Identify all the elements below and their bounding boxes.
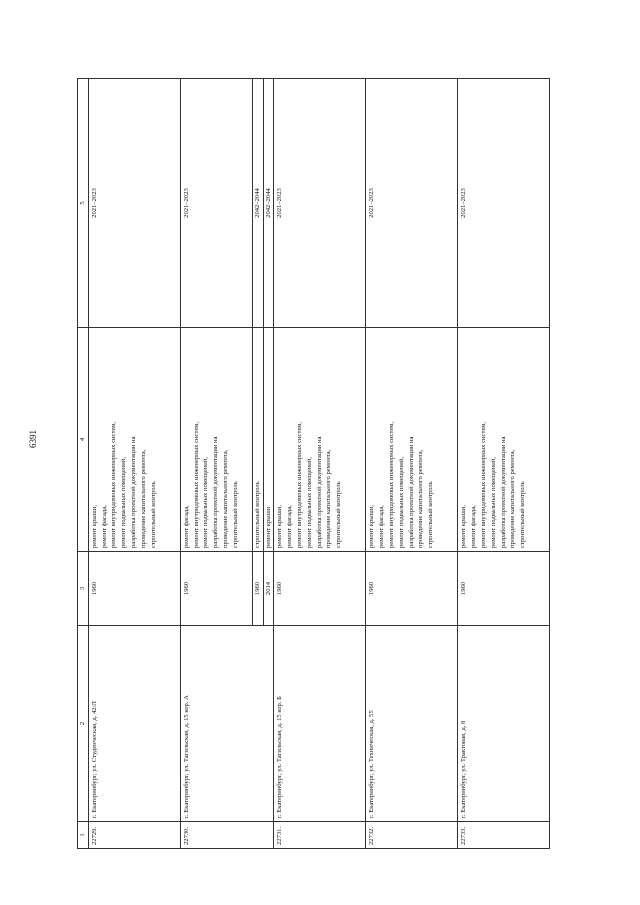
- period-cell: 2021–2023: [180, 79, 252, 328]
- work-item: ремонт подвальных помещений,: [202, 457, 210, 548]
- work-item: проведение капитального ремонта,: [417, 449, 425, 548]
- address-cell: г. Екатеринбург, ул. Трактовая, д. 8: [458, 626, 550, 822]
- column-number-row: [78, 79, 89, 849]
- work-item: строительный контроль: [427, 481, 435, 548]
- period-cell: 2021–2023: [88, 79, 180, 328]
- row-number: 22730.: [180, 822, 274, 849]
- year-cell: 1960: [458, 552, 550, 626]
- works-cell: [88, 328, 180, 552]
- period-cell: 2042–2044: [252, 79, 263, 328]
- work-item: проведение капитального ремонта,: [325, 449, 333, 548]
- year-cell: 1960: [366, 552, 458, 626]
- column-header: 3: [78, 552, 89, 626]
- address-cell: г. Екатеринбург, ул. Техническая, д. 55: [366, 626, 458, 822]
- work-item: проведение капитального ремонта,: [509, 449, 517, 548]
- table-row: [274, 79, 366, 849]
- work-item: ремонт фасада,: [378, 505, 386, 548]
- table-row: [458, 79, 550, 849]
- work-item: ремонт крыши,: [276, 505, 284, 548]
- row-number: 22732.: [366, 822, 458, 849]
- table-row: [88, 79, 180, 849]
- work-item: ремонт подвальных помещений,: [305, 457, 313, 548]
- work-item: проведение капитального ремонта,: [221, 449, 229, 548]
- rotated-document: [77, 79, 567, 849]
- work-item: ремонт внутридомовых инженерных систем,: [110, 421, 118, 548]
- work-item: ремонт крыши,: [460, 505, 468, 548]
- work-item: разработка проектной документации на: [212, 436, 220, 548]
- table-row: [366, 79, 458, 849]
- address-cell: г. Екатеринбург, ул. Тагильская, д. 15 кор. А: [180, 626, 274, 822]
- work-item: ремонт подвальных помещений,: [397, 457, 405, 548]
- works-cell: [180, 328, 252, 552]
- year-cell: 1960: [252, 552, 263, 626]
- work-item: ремонт подвальных помещений,: [489, 457, 497, 548]
- work-item: ремонт внутридомовых инженерных систем,: [479, 421, 487, 548]
- work-item: строительный контроль: [519, 481, 527, 548]
- column-header: 5: [78, 79, 89, 328]
- work-item: строительный контроль: [335, 481, 343, 548]
- work-item: разработка проектной документации на: [407, 436, 415, 548]
- work-item: ремонт внутридомовых инженерных систем,: [387, 421, 395, 548]
- work-item: ремонт крыши,: [90, 505, 98, 548]
- year-cell: 1960: [180, 552, 252, 626]
- column-header: 2: [78, 626, 89, 822]
- work-item: ремонт фасада,: [100, 505, 108, 548]
- address-cell: г. Екатеринбург, ул. Тагильская, д. 15 кор. Б: [274, 626, 366, 822]
- row-number: 22731.: [274, 822, 366, 849]
- row-number: 22733.: [458, 822, 550, 849]
- repair-schedule-table: [77, 78, 550, 849]
- work-item: строительный контроль: [231, 481, 239, 548]
- works-cell: [458, 328, 550, 552]
- work-item: ремонт внутридомовых инженерных систем,: [192, 421, 200, 548]
- period-cell: 2021–2023: [366, 79, 458, 328]
- work-item: строительный контроль: [252, 328, 263, 552]
- works-cell: [274, 328, 366, 552]
- period-cell: 2021–2023: [458, 79, 550, 328]
- work-item: ремонт фасада,: [182, 505, 190, 548]
- work-item: разработка проектной документации на: [315, 436, 323, 548]
- work-item: разработка проектной документации на: [129, 436, 137, 548]
- work-item: ремонт подвальных помещений,: [120, 457, 128, 548]
- work-item: проведение капитального ремонта,: [139, 449, 147, 548]
- work-item: разработка проектной документации на: [499, 436, 507, 548]
- work-item: ремонт фасада,: [470, 505, 478, 548]
- period-cell: 2021–2023: [274, 79, 366, 328]
- row-number: 22729.: [88, 822, 180, 849]
- year-cell: 2014: [263, 552, 274, 626]
- work-item: ремонт фасада,: [286, 505, 294, 548]
- year-cell: 1960: [88, 552, 180, 626]
- column-header: 1: [78, 822, 89, 849]
- work-item: ремонт крыши: [263, 328, 274, 552]
- year-cell: 1960: [274, 552, 366, 626]
- period-cell: 2042–2044: [263, 79, 274, 328]
- column-header: 4: [78, 328, 89, 552]
- works-cell: [366, 328, 458, 552]
- page-number: 6391: [28, 430, 38, 448]
- work-item: строительный контроль: [149, 481, 157, 548]
- work-item: ремонт внутридомовых инженерных систем,: [295, 421, 303, 548]
- work-item: ремонт крыши,: [368, 505, 376, 548]
- address-cell: г. Екатеринбург, ул. Студенческая, д. 42/Л: [88, 626, 180, 822]
- table-row: [180, 79, 252, 849]
